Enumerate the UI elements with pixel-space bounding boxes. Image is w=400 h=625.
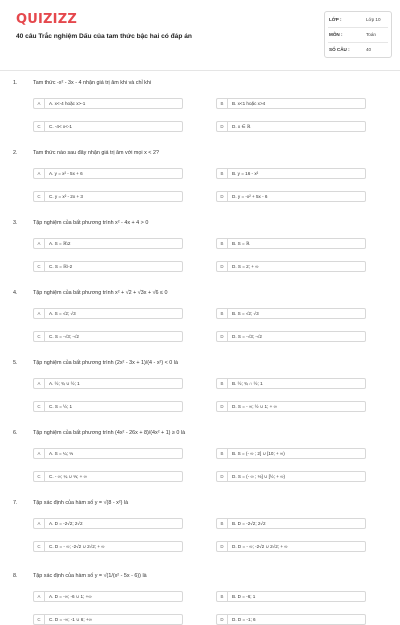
subject-label: MÔN : [329,32,343,37]
option-c[interactable] [33,261,183,272]
option-c[interactable] [33,471,183,482]
option-text: A. D = -∞; -6 ∪ 1; +∞ [49,593,92,599]
option-c[interactable] [33,614,183,625]
option-d[interactable] [216,331,366,342]
option-letter: D [217,402,228,411]
option-b[interactable] [216,448,366,459]
option-text: B. D = -2√2; 2√2 [232,520,266,526]
option-letter: B [217,592,228,601]
page-header [0,0,400,70]
option-letter: C [34,332,45,341]
option-text: C. S = ℝ\-2 [49,263,73,269]
option-d[interactable] [216,401,366,412]
question-text: Tập xác định của hàm số y = √(8 - x²) là [33,500,129,506]
option-letter: B [217,239,228,248]
option-letter: D [217,542,228,551]
option-a[interactable] [33,591,183,602]
info-row-count [325,42,391,57]
option-text: D. D = - ∞; -2√2 ∪ 2√2; + ∞ [232,543,288,549]
option-b[interactable] [216,378,366,389]
question-text: Tam thức -x² - 3x - 4 nhận giá trị âm khi và chỉ khi [33,80,152,86]
option-a[interactable] [33,308,183,319]
option-letter: C [34,542,45,551]
option-letter: C [34,402,45,411]
question-number: 2. [13,150,18,156]
option-letter: D [217,332,228,341]
option-text: C. S = ½; 1 [49,403,73,409]
option-b[interactable] [216,308,366,319]
question-number: 4. [13,290,18,296]
count-value: 40 [366,47,372,52]
option-letter: C [34,472,45,481]
option-text: B. y = 16 - x² [232,170,259,176]
option-letter: D [217,192,228,201]
option-a[interactable] [33,98,183,109]
option-text: A. S = √2; √3 [49,310,76,316]
question-text: Tam thức nào sau đây nhận giá trị âm với mọi x < 2? [33,150,159,156]
option-letter: A [34,309,45,318]
question-number: 3. [13,220,18,226]
option-b[interactable] [216,238,366,249]
option-letter: B [217,309,228,318]
option-a[interactable] [33,448,183,459]
option-letter: A [34,449,45,458]
page-title: 40 câu Trắc nghiệm Dấu của tam thức bậc hai có đáp án [16,33,192,40]
option-text: D. D = -1; 6 [232,616,256,622]
option-letter: D [217,122,228,131]
option-text: C. D = - ∞; -2√2 ∪ 2√2; + ∞ [49,543,105,549]
option-letter: C [34,122,45,131]
option-d[interactable] [216,121,366,132]
option-text: A. ½; ¾ ∪ ½; 1 [49,380,80,386]
option-text: A. S = ℝ\2 [49,240,71,246]
option-letter: A [34,592,45,601]
option-letter: D [217,262,228,271]
question-number: 5. [13,360,18,366]
option-a[interactable] [33,168,183,179]
info-row-subject [325,27,391,42]
question-number: 6. [13,430,18,436]
subject-value: Toán [366,32,376,37]
option-letter: C [34,262,45,271]
option-text: B. D = -6; 1 [232,593,256,599]
option-text: A. y = x² - 5x + 6 [49,170,83,176]
option-letter: A [34,99,45,108]
option-text: D. S = -√3; -√2 [232,333,262,339]
header-divider [0,70,400,71]
option-a[interactable] [33,238,183,249]
option-b[interactable] [216,168,366,179]
option-a[interactable] [33,518,183,529]
option-text: B. S = ℝ [232,240,250,246]
question-text: Tập nghiệm của bất phương trình (4x² - 26x + 8)/(4x² + 1) ≥ 0 là [33,430,186,436]
option-text: D. x ∈ ℝ [232,123,251,129]
option-text: A. S = ¼; ⅓ [49,450,74,456]
grade-label: LỚP : [329,17,342,22]
option-c[interactable] [33,541,183,552]
question-number: 1. [13,80,18,86]
option-letter: B [217,379,228,388]
option-text: D. y = -x² + 5x - 6 [232,193,268,199]
option-c[interactable] [33,401,183,412]
option-text: D. S = - ∞; ½ ∪ 1; + ∞ [232,403,277,409]
option-c[interactable] [33,191,183,202]
info-row-grade [325,12,391,27]
option-letter: B [217,519,228,528]
option-text: D. S = 2; + ∞ [232,263,259,269]
question-number: 7. [13,500,18,506]
option-text: C. S = -√3; -√2 [49,333,79,339]
option-text: D. S = (- ∞ ; ⅓] ∪ [½; + ∞) [232,473,286,479]
option-letter: C [34,615,45,624]
option-d[interactable] [216,614,366,625]
option-b[interactable] [216,98,366,109]
option-text: B. ½; ¾ ∩ ½; 1 [232,380,263,386]
option-letter: D [217,615,228,624]
question-text: Tập nghiệm của bất phương trình (2x² - 3x + 1)/(4 - x²) < 0 là [33,360,178,366]
question-text: Tập nghiệm của bất phương trình x² + √2 + √3x + √6 ≤ 0 [33,290,168,296]
option-text: A. x<-4 hoặc x>-1 [49,100,86,106]
option-b[interactable] [216,518,366,529]
option-c[interactable] [33,331,183,342]
question-text: Tập xác định của hàm số y = √(1/(x² - 5x - 6)) là [33,573,147,579]
option-letter: B [217,449,228,458]
option-a[interactable] [33,378,183,389]
quizizz-logo: QUIZIZZ [16,12,77,27]
option-b[interactable] [216,591,366,602]
question-number: 8. [13,573,18,579]
question-text: Tập nghiệm của bất phương trình x² - 4x + 4 > 0 [33,220,149,226]
option-letter: C [34,192,45,201]
option-letter: D [217,472,228,481]
option-text: B. S = √2; √3 [232,310,259,316]
option-letter: B [217,169,228,178]
option-letter: A [34,169,45,178]
option-text: C. - ∞; ¼ ∪ ⅓; + ∞ [49,473,87,479]
option-d[interactable] [216,191,366,202]
option-text: C. D = -∞; -1 ∪ 6; +∞ [49,616,92,622]
grade-value: Lớp 10 [366,17,381,22]
count-label: SỐ CÂU : [329,47,350,52]
option-d[interactable] [216,261,366,272]
info-box [324,11,392,58]
option-letter: A [34,239,45,248]
option-text: A. D = -2√2; 2√2 [49,520,83,526]
option-letter: A [34,379,45,388]
option-text: B. S = (- ∞ ; 2] ∪ [10; + ∞) [232,450,285,456]
option-text: B. x<1 hoặc x>4 [232,100,266,106]
option-letter: B [217,99,228,108]
option-letter: A [34,519,45,528]
option-text: C. -4< x<-1 [49,123,72,129]
option-d[interactable] [216,471,366,482]
option-d[interactable] [216,541,366,552]
option-c[interactable] [33,121,183,132]
option-text: C. y = x² - 2x + 3 [49,193,83,199]
